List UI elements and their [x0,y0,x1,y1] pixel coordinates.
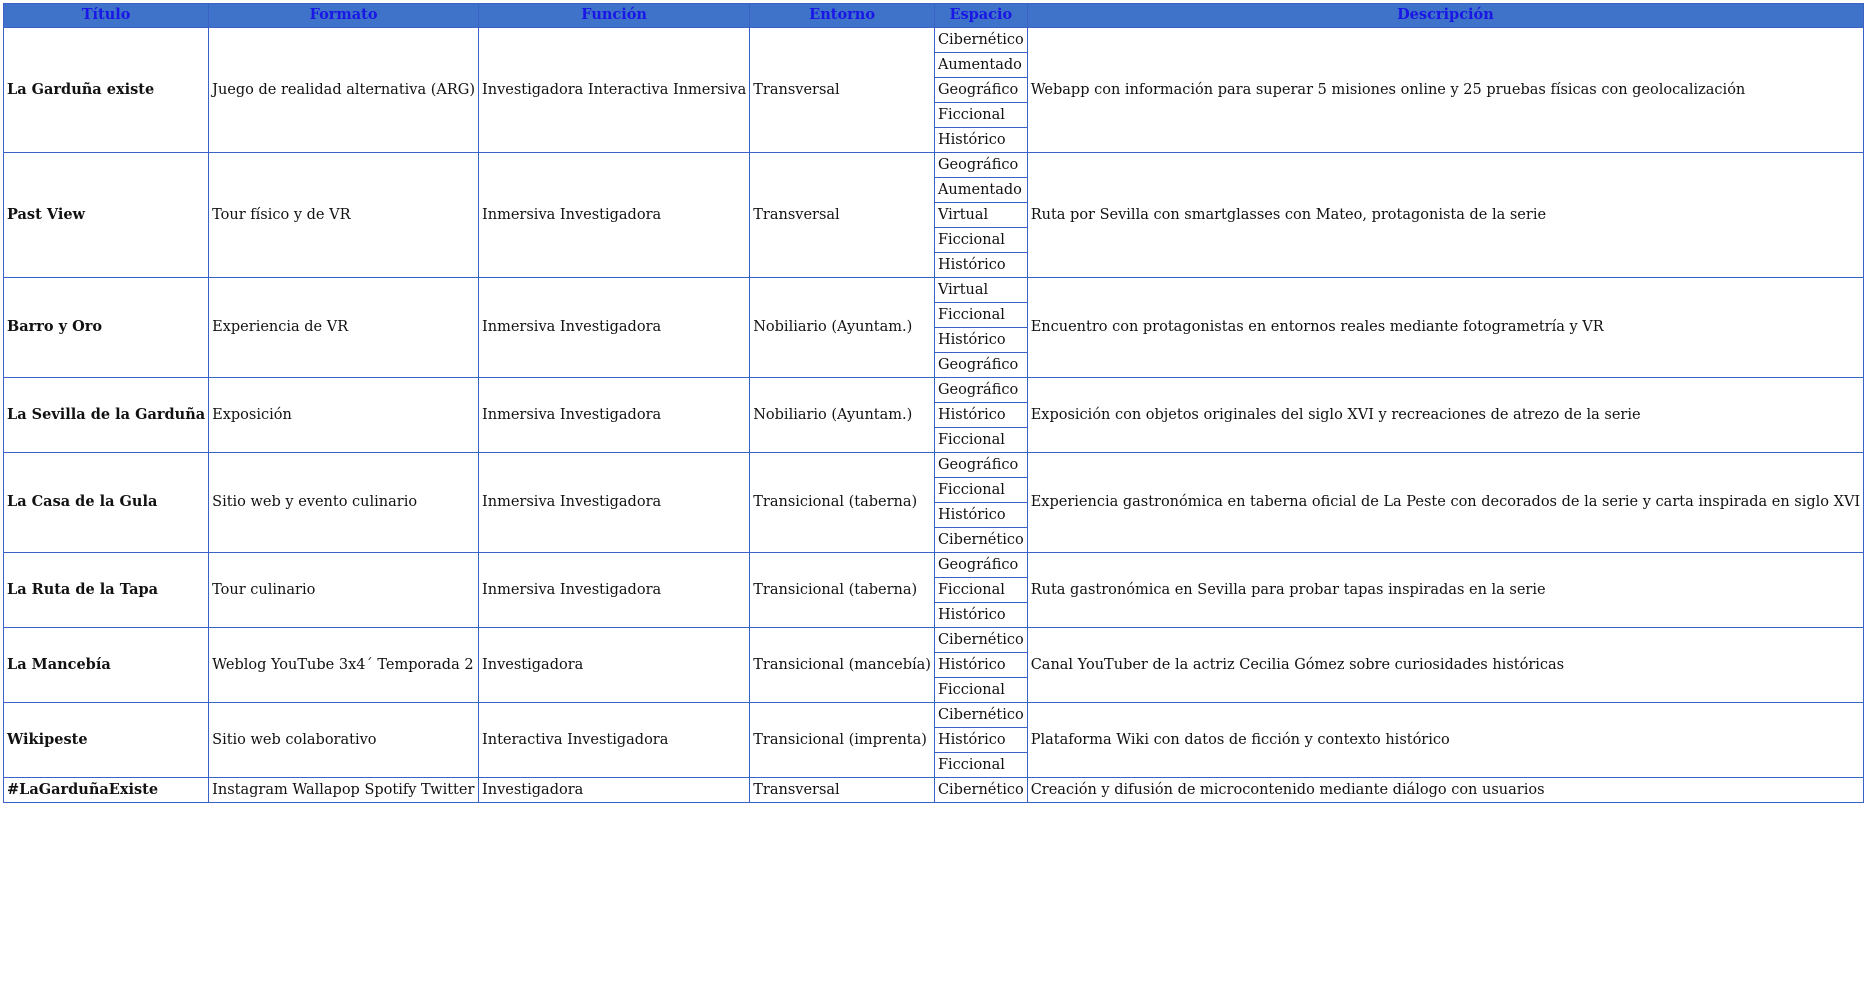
cell-title: La Ruta de la Tapa [4,553,209,628]
cell-environment: Nobiliario (Ayuntam.) [750,378,935,453]
cell-description: Encuentro con protagonistas en entornos reales mediante fotogrametría y VR [1027,278,1863,378]
cell-title: Past View [4,153,209,278]
cell-function: Inmersiva Investigadora [479,453,750,553]
cell-environment: Nobiliario (Ayuntam.) [750,278,935,378]
table-row [4,778,1864,803]
cell-space: Ficcional [934,478,1027,503]
cell-environment: Transicional (imprenta) [750,703,935,778]
cell-environment: Transicional (taberna) [750,553,935,628]
header-formato: Formato [209,4,479,28]
cell-space: Cibernético [934,528,1027,553]
table-row [4,553,1864,578]
header-titulo: Título [4,4,209,28]
cell-format: Exposición [209,378,479,453]
cell-space: Cibernético [934,778,1027,803]
cell-space: Histórico [934,253,1027,278]
cell-title: #LaGarduñaExiste [4,778,209,803]
cell-space: Histórico [934,503,1027,528]
cell-space: Ficcional [934,578,1027,603]
table-body [4,28,1864,803]
experiences-table [3,3,1864,803]
cell-space: Histórico [934,128,1027,153]
table-row [4,703,1864,728]
cell-function: Inmersiva Investigadora [479,153,750,278]
cell-description: Canal YouTuber de la actriz Cecilia Gómez sobre curiosidades históricas [1027,628,1863,703]
cell-function: Interactiva Investigadora [479,703,750,778]
cell-function: Investigadora [479,778,750,803]
cell-space: Geográfico [934,553,1027,578]
cell-space: Ficcional [934,303,1027,328]
cell-environment: Transicional (taberna) [750,453,935,553]
cell-space: Geográfico [934,78,1027,103]
cell-environment: Transversal [750,153,935,278]
cell-space: Geográfico [934,453,1027,478]
table-row [4,628,1864,653]
cell-description: Ruta gastronómica en Sevilla para probar tapas inspiradas en la serie [1027,553,1863,628]
cell-format: Sitio web colaborativo [209,703,479,778]
cell-description: Plataforma Wiki con datos de ficción y contexto histórico [1027,703,1863,778]
cell-space: Geográfico [934,153,1027,178]
cell-space: Cibernético [934,28,1027,53]
cell-space: Cibernético [934,703,1027,728]
cell-title: Wikipeste [4,703,209,778]
cell-description: Webapp con información para superar 5 misiones online y 25 pruebas físicas con geolocalización [1027,28,1863,153]
cell-space: Ficcional [934,753,1027,778]
cell-description: Creación y difusión de microcontenido mediante diálogo con usuarios [1027,778,1863,803]
cell-description: Exposición con objetos originales del siglo XVI y recreaciones de atrezo de la serie [1027,378,1863,453]
header-entorno: Entorno [750,4,935,28]
cell-format: Instagram Wallapop Spotify Twitter [209,778,479,803]
cell-environment: Transicional (mancebía) [750,628,935,703]
cell-space: Histórico [934,728,1027,753]
cell-space: Ficcional [934,103,1027,128]
cell-format: Tour físico y de VR [209,153,479,278]
cell-function: Inmersiva Investigadora [479,278,750,378]
cell-space: Virtual [934,278,1027,303]
cell-format: Weblog YouTube 3x4´ Temporada 2 [209,628,479,703]
cell-space: Geográfico [934,378,1027,403]
header-espacio: Espacio [934,4,1027,28]
table-row [4,28,1864,53]
cell-title: La Casa de la Gula [4,453,209,553]
cell-space: Aumentado [934,178,1027,203]
header-row [4,4,1864,28]
cell-environment: Transversal [750,28,935,153]
cell-space: Histórico [934,328,1027,353]
cell-function: Inmersiva Investigadora [479,378,750,453]
cell-title: La Sevilla de la Garduña [4,378,209,453]
cell-description: Experiencia gastronómica en taberna oficial de La Peste con decorados de la serie y carta inspirada en siglo XVI [1027,453,1863,553]
cell-space: Histórico [934,653,1027,678]
cell-format: Tour culinario [209,553,479,628]
cell-function: Investigadora [479,628,750,703]
cell-space: Ficcional [934,428,1027,453]
cell-format: Juego de realidad alternativa (ARG) [209,28,479,153]
cell-space: Ficcional [934,678,1027,703]
table-row [4,453,1864,478]
cell-description: Ruta por Sevilla con smartglasses con Mateo, protagonista de la serie [1027,153,1863,278]
header-descripcion: Descripción [1027,4,1863,28]
cell-space: Virtual [934,203,1027,228]
cell-function: Investigadora Interactiva Inmersiva [479,28,750,153]
cell-space: Cibernético [934,628,1027,653]
cell-title: La Mancebía [4,628,209,703]
cell-space: Geográfico [934,353,1027,378]
cell-function: Inmersiva Investigadora [479,553,750,628]
cell-space: Histórico [934,603,1027,628]
cell-format: Experiencia de VR [209,278,479,378]
cell-space: Aumentado [934,53,1027,78]
cell-environment: Transversal [750,778,935,803]
cell-format: Sitio web y evento culinario [209,453,479,553]
cell-title: Barro y Oro [4,278,209,378]
cell-space: Histórico [934,403,1027,428]
cell-space: Ficcional [934,228,1027,253]
header-funcion: Función [479,4,750,28]
table-row [4,153,1864,178]
table-row [4,378,1864,403]
table-row [4,278,1864,303]
cell-title: La Garduña existe [4,28,209,153]
